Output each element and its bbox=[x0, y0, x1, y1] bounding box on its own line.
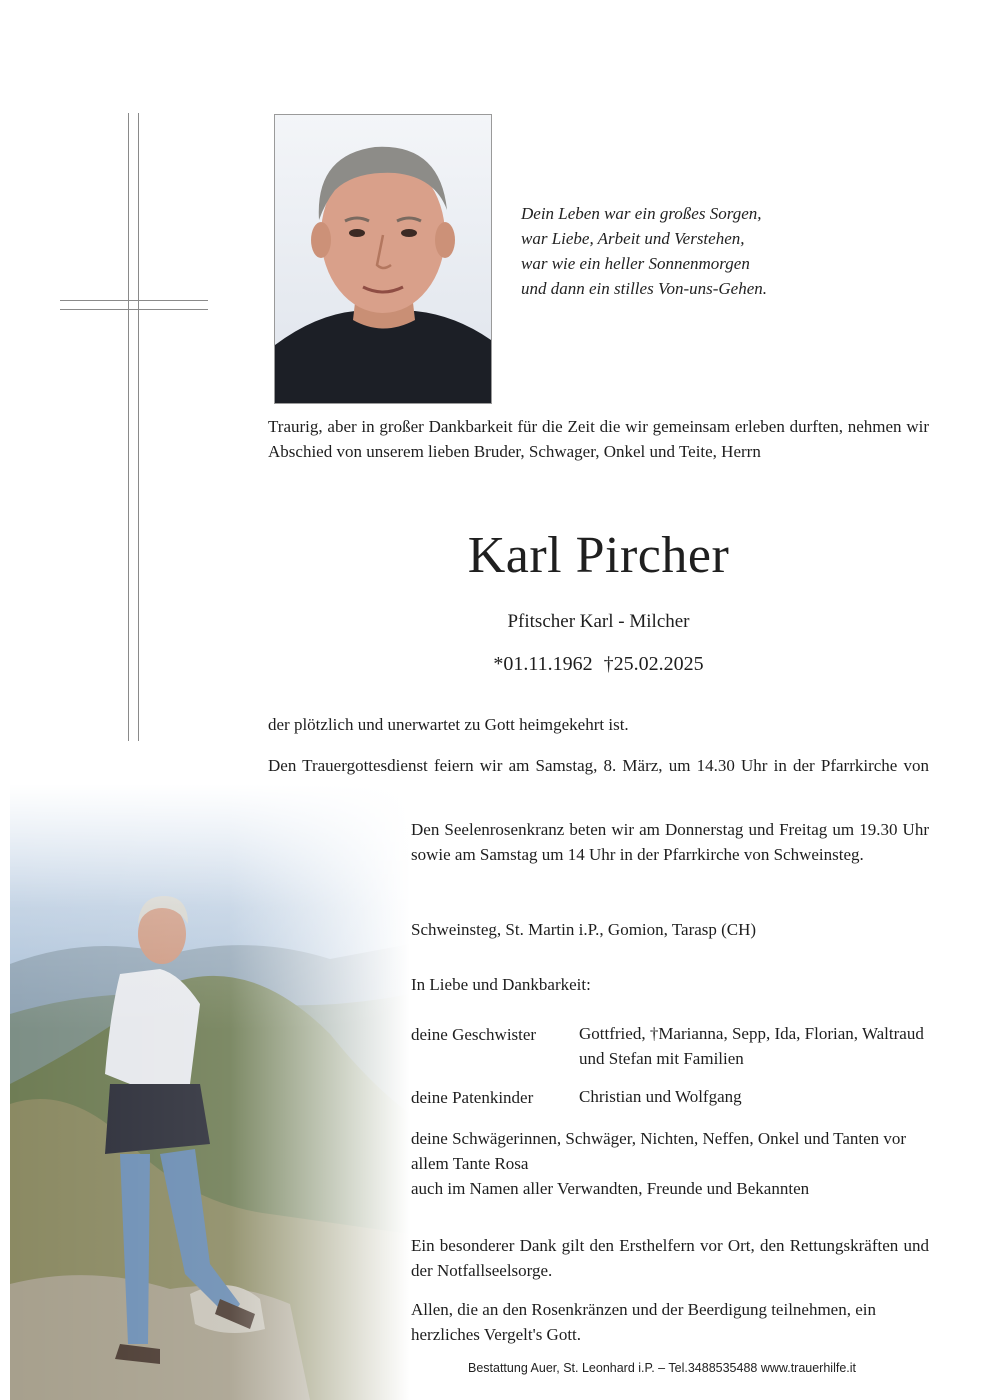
cross-icon-vertical bbox=[128, 113, 139, 741]
relative-value: Christian und Wolfgang bbox=[579, 1087, 742, 1106]
relative-label: deine Patenkinder bbox=[411, 1088, 534, 1107]
closing-text: Allen, die an den Rosenkränzen und der Beerdigung teilnehmen, ein herzliches Vergelt's Gott. bbox=[411, 1300, 876, 1344]
other-relatives bbox=[411, 1126, 929, 1201]
relative-label: deine Geschwister bbox=[411, 1025, 537, 1044]
poem-line: war Liebe, Arbeit und Verstehen, bbox=[521, 229, 745, 248]
deceased-nickname: Pfitscher Karl - Milcher bbox=[507, 611, 690, 632]
other-relatives-line: deine Schwägerinnen, Schwäger, Nichten, Neffen, Onkel und Tanten vor allem Tante Rosa bbox=[411, 1129, 907, 1173]
passing-text: der plötzlich und unerwartet zu Gott heimgekehrt ist. bbox=[268, 715, 629, 734]
intro-text: Traurig, aber in großer Dankbarkeit für die Zeit die wir gemeinsam erleben durften, nehmen wir Abschied von unserem lieben Bruder, Schwager, Onkel und Teite, Herrn bbox=[268, 417, 929, 461]
cross-icon-horizontal-top bbox=[60, 300, 208, 301]
portrait-photo bbox=[274, 114, 492, 404]
love-text: In Liebe und Dankbarkeit: bbox=[411, 975, 591, 994]
poem-line: war wie ein heller Sonnenmorgen bbox=[521, 254, 750, 273]
places-text: Schweinsteg, St. Martin i.P., Gomion, Tarasp (CH) bbox=[411, 920, 757, 939]
cross-icon-horizontal-bottom bbox=[60, 309, 208, 310]
relative-value: Gottfried, †Marianna, Sepp, Ida, Florian, Waltraud und Stefan mit Familien bbox=[579, 1024, 924, 1068]
rosary-text: Den Seelenrosenkranz beten wir am Donnerstag und Freitag um 19.30 Uhr sowie am Samstag um 14 Uhr in der Pfarrkirche von Schweinsteg. bbox=[411, 820, 929, 864]
deceased-name: Karl Pircher bbox=[467, 527, 730, 584]
poem-line: und dann ein stilles Von-uns-Gehen. bbox=[521, 279, 767, 298]
poem bbox=[521, 201, 767, 301]
life-dates: *01.11.1962 †25.02.2025 bbox=[493, 653, 704, 675]
other-relatives-line: auch im Namen aller Verwandten, Freunde und Bekannten bbox=[411, 1179, 810, 1198]
footer: Bestattung Auer, St. Leonhard i.P. – Tel.3488535488 www.trauerhilfe.it bbox=[468, 1361, 857, 1375]
poem-line: Dein Leben war ein großes Sorgen, bbox=[521, 204, 762, 223]
thanks-text: Ein besonderer Dank gilt den Ersthelfern vor Ort, den Rettungskräften und der Notfallseelsorge. bbox=[411, 1236, 929, 1280]
landscape-photo bbox=[10, 784, 410, 1400]
funeral-text: Den Trauergottesdienst feiern wir am Samstag, 8. März, um 14.30 Uhr in der Pfarrkirche von bbox=[268, 756, 929, 775]
